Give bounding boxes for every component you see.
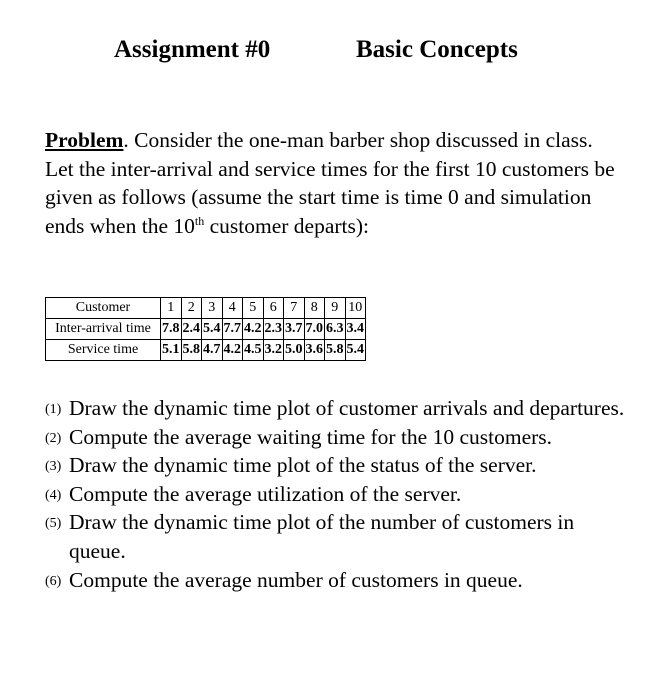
table-row-customer xyxy=(46,298,366,319)
task-number: (1) xyxy=(45,402,62,417)
table-cell: 2.4 xyxy=(181,319,202,340)
table-cell: 4.2 xyxy=(243,319,264,340)
table-cell: 2 xyxy=(181,298,202,319)
table-row-inter-arrival xyxy=(46,319,366,340)
document-title xyxy=(0,36,654,68)
table-cell: 3 xyxy=(202,298,223,319)
task-text: Compute the average waiting time for the 10 customers. xyxy=(69,424,553,449)
list-item xyxy=(45,480,635,509)
row-label-service: Service time xyxy=(46,340,161,361)
topic-title: Basic Concepts xyxy=(356,36,518,63)
task-number: (3) xyxy=(45,459,62,475)
table-cell: 4.2 xyxy=(222,340,243,361)
table-cell: 3.7 xyxy=(284,319,305,340)
table-cell: 4 xyxy=(222,298,243,319)
table-cell: 5 xyxy=(243,298,264,319)
task-text: Compute the average utilization of the server. xyxy=(69,481,462,506)
row-label-customer: Customer xyxy=(46,298,161,319)
problem-label: Problem xyxy=(45,128,124,152)
task-number: (5) xyxy=(45,516,62,532)
table-row-service xyxy=(46,340,366,361)
list-item xyxy=(45,508,635,565)
table-cell: 4.7 xyxy=(202,340,223,361)
task-text: Draw the dynamic time plot of the number of customers in queue. xyxy=(69,510,575,563)
table-cell: 5.0 xyxy=(284,340,305,361)
problem-text-end: customer departs): xyxy=(204,213,369,238)
table-cell: 9 xyxy=(325,298,346,319)
table-cell: 3.4 xyxy=(345,319,366,340)
table-cell: 5.4 xyxy=(345,340,366,361)
task-number: (4) xyxy=(45,487,62,503)
table-cell: 5.4 xyxy=(202,319,223,340)
list-item xyxy=(45,566,635,595)
table-cell: 3.2 xyxy=(263,340,284,361)
table-cell: 2.3 xyxy=(263,319,284,340)
task-number: (2) xyxy=(45,430,62,446)
problem-text: . Consider the one-man barber shop discussed in class. Let the inter-arrival and service times for the first 10 customers be given as follows (assume the start time is time 0 and simulation ends when the 10 xyxy=(45,128,615,238)
table-cell: 7.0 xyxy=(304,319,325,340)
assignment-title: Assignment #0 xyxy=(114,36,271,63)
list-item xyxy=(45,423,635,452)
table-cell: 3.6 xyxy=(304,340,325,361)
table-cell: 7 xyxy=(284,298,305,319)
table-cell: 4.5 xyxy=(243,340,264,361)
table-cell: 8 xyxy=(304,298,325,319)
list-item xyxy=(45,451,635,480)
table-cell: 1 xyxy=(161,298,182,319)
list-item xyxy=(45,394,635,423)
table-cell: 7.7 xyxy=(222,319,243,340)
task-text: Draw the dynamic time plot of the status of the server. xyxy=(69,453,537,478)
problem-statement xyxy=(45,126,625,240)
problem-superscript: th xyxy=(194,213,205,228)
table-cell: 6 xyxy=(263,298,284,319)
table-cell: 5.8 xyxy=(181,340,202,361)
table-cell: 5.8 xyxy=(325,340,346,361)
data-table xyxy=(45,297,366,361)
task-number: (6) xyxy=(45,573,62,589)
task-text: Compute the average number of customers in queue. xyxy=(69,567,523,592)
task-list xyxy=(45,394,635,594)
table-cell: 7.8 xyxy=(161,319,182,340)
table-cell: 10 xyxy=(345,298,366,319)
table-cell: 6.3 xyxy=(325,319,346,340)
row-label-inter-arrival: Inter-arrival time xyxy=(46,319,161,340)
task-text: Draw the dynamic time plot of customer arrivals and departures. xyxy=(69,396,625,420)
table-cell: 5.1 xyxy=(161,340,182,361)
